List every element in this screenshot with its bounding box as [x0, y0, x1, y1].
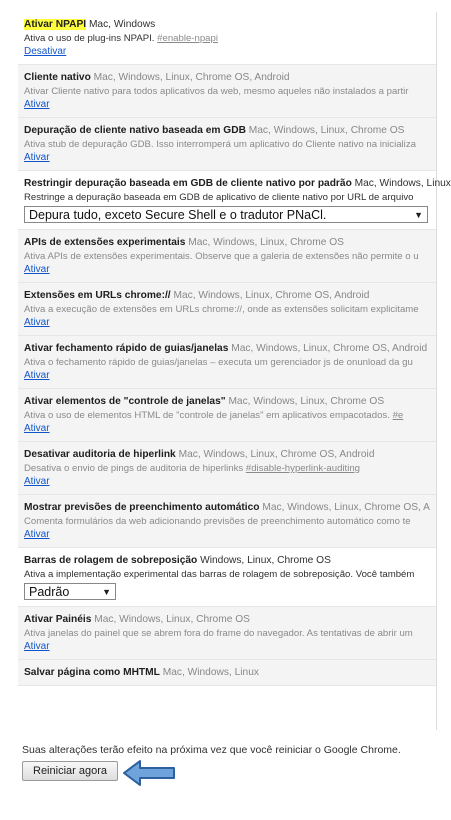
experiment-title-row — [24, 613, 436, 627]
experiment-name: Desativar auditoria de hiperlink — [24, 449, 176, 460]
experiment-name: Cliente nativo — [24, 72, 91, 83]
experiment-description-text: Ativa a implementação experimental das barras de rolagem de sobreposição. Você também — [24, 569, 415, 580]
experiment-name: Depuração de cliente nativo baseada em GDB — [24, 125, 246, 136]
experiment-description — [24, 32, 436, 45]
experiment-name: Ativar NPAPI — [24, 19, 87, 30]
experiment-item — [18, 495, 436, 548]
triangle-down-icon: ▼ — [102, 586, 111, 597]
experiment-item — [18, 65, 436, 118]
experiment-description — [24, 191, 436, 204]
experiment-title-row — [24, 395, 436, 409]
experiment-toggle-link[interactable]: Ativar — [24, 423, 50, 434]
experiment-item — [18, 171, 451, 230]
left-arrow-icon — [122, 758, 178, 788]
experiment-title-row — [24, 18, 436, 32]
experiment-platforms: Mac, Windows, Linux, Chrome OS — [188, 237, 344, 248]
experiment-name: Restringir depuração baseada em GDB de cliente nativo por padrão — [24, 178, 352, 189]
experiment-description — [24, 409, 436, 422]
experiment-description-text: Ativa o uso de elementos HTML de "controle de janelas" em aplicativos empacotados. — [24, 410, 390, 421]
experiment-name: Ativar fechamento rápido de guias/janelas — [24, 343, 229, 354]
experiment-select[interactable] — [24, 206, 428, 223]
experiment-toggle-link[interactable]: Ativar — [24, 152, 50, 163]
experiment-title-row — [24, 501, 436, 515]
experiment-item — [18, 12, 436, 65]
experiment-item — [18, 660, 436, 686]
experiment-item — [18, 336, 436, 389]
experiment-description-text: Restringe a depuração baseada em GDB de aplicativo de cliente nativo por URL de arquivo — [24, 192, 414, 203]
triangle-down-icon: ▼ — [414, 209, 423, 220]
experiment-select-value: Padrão — [29, 584, 70, 599]
experiment-item — [18, 548, 436, 607]
experiment-item — [18, 389, 436, 442]
experiment-description-text: Ativa o uso de plug-ins NPAPI. — [24, 33, 155, 44]
experiments-list — [18, 12, 451, 730]
experiment-title-row — [24, 554, 436, 568]
experiment-description — [24, 303, 436, 316]
experiment-name: Extensões em URLs chrome:// — [24, 290, 171, 301]
experiment-description — [24, 138, 436, 151]
experiment-platforms: Mac, Windows, Linux, Chrome OS, A — [262, 502, 430, 513]
experiment-description-text: Ativa o fechamento rápido de guias/janelas – executa um gerenciador js de onunload da gu — [24, 357, 413, 368]
experiment-tag-link[interactable]: #enable-npapi — [157, 33, 218, 44]
experiment-toggle-link[interactable]: Ativar — [24, 317, 50, 328]
experiment-select[interactable] — [24, 583, 116, 600]
experiment-item — [18, 607, 436, 660]
experiment-description-text: Ativa janelas do painel que se abrem fora do frame do navegador. As tentativas de abrir um — [24, 628, 413, 639]
experiment-platforms: Mac, Windows, Linux, Chrome OS — [228, 396, 385, 407]
experiment-description — [24, 250, 436, 263]
experiment-toggle-link[interactable]: Desativar — [24, 46, 67, 57]
experiment-description — [24, 515, 436, 528]
experiment-name: Ativar elementos de "controle de janelas" — [24, 396, 226, 407]
experiment-description — [24, 462, 436, 475]
experiment-platforms: Mac, Windows — [88, 19, 156, 30]
experiment-description-text: Ativa stub de depuração GDB. Isso interromperá um aplicativo do Cliente nativo na inicializa — [24, 139, 416, 150]
experiment-platforms: Mac, Windows, Linux, Chrome OS, Android — [173, 290, 370, 301]
experiment-tag-link[interactable]: #disable-hyperlink-auditing — [245, 463, 361, 474]
experiment-title-row — [24, 177, 451, 191]
experiment-title-row — [24, 666, 436, 680]
experiment-toggle-link[interactable]: Ativar — [24, 529, 50, 540]
experiment-description-text: Ativa a execução de extensões em URLs chrome://, onde as extensões solicitam explicitame — [24, 304, 419, 315]
experiment-title-row — [24, 289, 436, 303]
experiment-platforms: Mac, Windows, Linux, Chrome OS, Android — [178, 449, 375, 460]
experiment-name: Mostrar previsões de preenchimento automático — [24, 502, 260, 513]
experiment-platforms: Mac, Windows, Linux, Chrome OS, Android — [93, 72, 290, 83]
experiment-title-row — [24, 236, 436, 250]
experiment-name: Barras de rolagem de sobreposição — [24, 555, 198, 566]
experiment-platforms: Mac, Windows, Linux — [162, 667, 259, 678]
experiment-description-text: Desativa o envio de pings de auditoria de hiperlinks — [24, 463, 244, 474]
experiment-toggle-link[interactable]: Ativar — [24, 264, 50, 275]
experiment-item — [18, 118, 436, 171]
experiment-title-row — [24, 71, 436, 85]
experiment-platforms: Mac, Windows, Linux, Chrome OS — [94, 614, 250, 625]
experiment-description — [24, 568, 436, 581]
experiment-name: Ativar Painéis — [24, 614, 92, 625]
experiment-item — [18, 283, 436, 336]
experiment-description — [24, 627, 436, 640]
experiment-item — [18, 230, 436, 283]
experiment-toggle-link[interactable]: Ativar — [24, 641, 50, 652]
experiment-toggle-link[interactable]: Ativar — [24, 476, 50, 487]
experiment-toggle-link[interactable]: Ativar — [24, 370, 50, 381]
experiment-title-row — [24, 342, 436, 356]
experiment-platforms: Mac, Windows, Linux, Chrome OS, Android — [231, 343, 428, 354]
experiment-description-text: Ativa APIs de extensões experimentais. Observe que a galeria de extensões não permite o u — [24, 251, 419, 262]
experiment-description-text: Ativar Cliente nativo para todos aplicativos da web, mesmo aqueles não instalados a partir — [24, 86, 409, 97]
experiment-platforms: Mac, Windows, Linux — [354, 178, 451, 189]
experiment-name: Salvar página como MHTML — [24, 667, 160, 678]
experiment-tag-link[interactable]: #e — [392, 410, 404, 421]
experiment-description — [24, 356, 436, 369]
experiment-title-row — [24, 124, 436, 138]
experiment-description-text: Comenta formulários da web adicionando previsões de preenchimento automático como te — [24, 516, 411, 527]
experiment-toggle-link[interactable]: Ativar — [24, 99, 50, 110]
experiment-select-value: Depura tudo, exceto Secure Shell e o tradutor PNaCl. — [29, 207, 327, 222]
experiment-description — [24, 85, 436, 98]
relaunch-message: Suas alterações terão efeito na próxima vez que você reiniciar o Google Chrome. — [22, 744, 401, 756]
experiment-item — [18, 442, 436, 495]
experiment-name: APIs de extensões experimentais — [24, 237, 186, 248]
experiment-platforms: Mac, Windows, Linux, Chrome OS — [248, 125, 405, 136]
experiment-title-row — [24, 448, 436, 462]
experiment-platforms: Windows, Linux, Chrome OS — [200, 555, 331, 566]
relaunch-button[interactable]: Reiniciar agora — [22, 761, 118, 781]
